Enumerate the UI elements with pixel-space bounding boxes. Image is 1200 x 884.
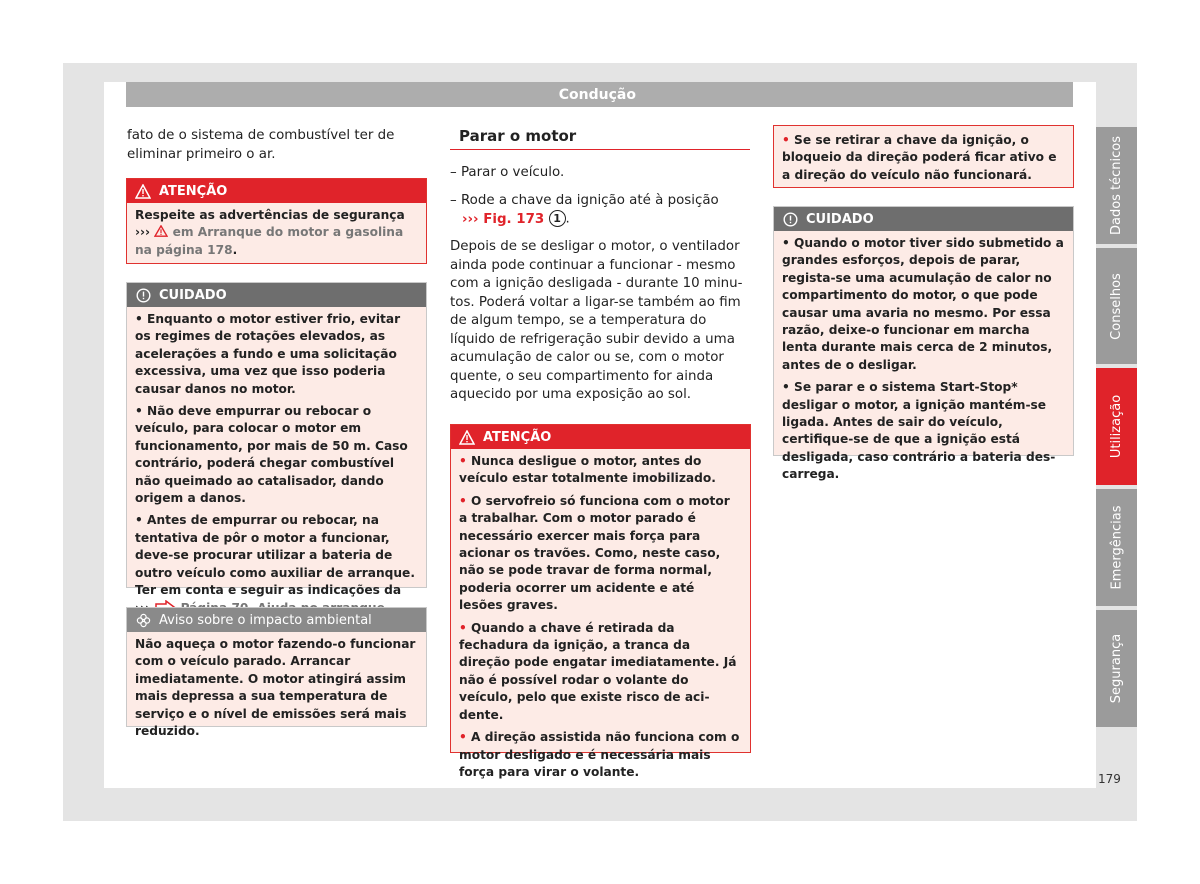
bullet: •: [135, 312, 148, 326]
atencao-continued-box: [773, 125, 1074, 188]
chapter-header: [126, 82, 1073, 107]
section-title: Parar o motor: [450, 124, 750, 150]
flower-icon: [135, 612, 151, 628]
ambiental-header: [127, 608, 426, 632]
step-2: [450, 192, 750, 230]
bullet: •: [459, 454, 472, 468]
chapter-title: Condução: [558, 86, 636, 103]
cuidado-item-text: Quando o motor tiver sido submetido a grandes esforços, depois de parar, regista-se uma acumulação de calor no compartimento do motor, o que pode causar uma avaria no mesmo. Por essa razão, deixe-o funcionar em marcha lenta durante mais cerca de 2 minutos, antes de o desligar.: [782, 236, 1064, 372]
position-number-icon: 1: [549, 210, 566, 227]
atencao-cross-ref[interactable]: em Arranque do motor a gasolina na página 178: [135, 225, 404, 257]
cuidado-box-1: [126, 282, 427, 598]
cuidado-item-text: Enquanto o motor estiver frio, evitar os regimes de rotações elevados, as acelerações a fundo e uma solicitação excessiva, uma vez que isso poderia causar danos no motor.: [135, 312, 401, 396]
cuidado-box-2: [773, 206, 1074, 482]
bullet: •: [135, 513, 148, 528]
bullet: •: [135, 404, 148, 419]
bullet: •: [459, 620, 472, 635]
atencao-title: ATENÇÃO: [159, 183, 228, 199]
bullet: •: [782, 236, 795, 250]
atencao-box-2: [450, 424, 751, 779]
cuidado-item: [135, 512, 418, 616]
atencao-continued-body: [774, 126, 1073, 190]
bullet: •: [459, 730, 472, 745]
atencao-body: [451, 449, 750, 787]
ambiental-text: Não aqueça o motor fazendo-o funcionar com o veículo parado. Arrancar imediatamente. O motor atingirá assim mais depressa a sua temperatura de serviço e o nível de emissões será mais reduzido.: [135, 637, 416, 739]
atencao-item-text: A direção assistida não funciona com o motor desligado e é necessária mais força para virar o volante.: [459, 730, 740, 779]
bullet: •: [459, 493, 472, 508]
side-tab-emergencias[interactable]: [1096, 489, 1137, 606]
bullet: •: [782, 380, 795, 395]
cuidado-item-text: Se parar e o sistema Start-Stop* desligar o motor, a ignição mantém-se ligada. Antes de sair do veículo, certifique-se de que a ignição está desligada, caso contrário a bateria descarrega.: [782, 380, 1056, 482]
side-tab-label: Dados técnicos: [1109, 135, 1124, 236]
cuidado-title: CUIDADO: [159, 287, 227, 303]
cuidado-item-text: Antes de empurrar ou rebocar, na tentativa de pôr o motor a funcionar, deve-se procurar utilizar a bateria de outro veículo como auxiliar de arranque. Ter em conta e seguir as indicações da: [135, 513, 415, 598]
ambiental-box: [126, 607, 427, 739]
cuidado-item: [782, 379, 1065, 483]
ambiental-title: Aviso sobre o impacto ambiental: [159, 612, 372, 628]
ambiental-body: [127, 632, 426, 746]
cuidado-item: [782, 235, 1065, 374]
bullet: •: [782, 133, 795, 147]
atencao-item-text: Se se retirar a chave da ignição, o bloqueio da direção poderá ficar ativo e a direção do veículo não funcionará.: [782, 133, 1057, 182]
side-tab-label: Emergências: [1109, 505, 1125, 590]
atencao-item: [459, 620, 742, 724]
cuidado-header: [127, 283, 426, 307]
atencao-title: ATENÇÃO: [483, 429, 552, 445]
cuidado-body: [127, 307, 426, 623]
side-tab-label: Segurança: [1109, 633, 1124, 704]
info-circle-icon: [135, 287, 151, 303]
atencao-item: [459, 493, 742, 615]
atencao-box-1: [126, 178, 427, 264]
atencao-item-text: O servofreio só funciona com o motor a trabalhar. Com o motor parado é necessário exercer mais força para acionar os travões. Como, neste caso, não se pode travar de forma normal, poderia ocorrer um acidente e até lesões graves.: [459, 493, 730, 613]
atencao-item-text: Quando a chave é retirada da fechadura da ignição, a tranca da direção pode engatar imediatamente. Já não é possível rodar o volante do veículo, pelo que existe risco de acidente.: [459, 620, 737, 722]
atencao-item: [459, 453, 742, 488]
atencao-text-end: .: [232, 242, 238, 257]
step-1: – Parar o veículo.: [450, 165, 565, 180]
side-tab-utilizacao[interactable]: [1096, 368, 1137, 485]
atencao-header: [451, 425, 750, 449]
cuidado-item: [135, 403, 418, 507]
warning-ref-icon: [154, 225, 168, 239]
warning-triangle-icon: [459, 429, 475, 445]
figure-ref-link[interactable]: ››› Fig. 173: [462, 211, 545, 227]
body-paragraph: Depois de se desligar o motor, o ventilador ainda pode continuar a funcionar - mesmo com a ignição desligada - durante 10 minutos. Poderá voltar a ligar-se também ao fim de algum tempo, se a temperatura do líquido de refrigeração subir devido a uma acumulação de calor ou se, com o motor quente, o seu compartimento for ainda aquecido por uma exposição ao sol.: [450, 239, 743, 402]
atencao-item: [459, 729, 742, 781]
side-tab-conselhos[interactable]: [1096, 248, 1137, 364]
side-tab-label: Utilização: [1109, 394, 1124, 459]
atencao-item: [782, 132, 1065, 184]
atencao-item-text: Nunca desligue o motor, antes do veículo estar totalmente imobilizado.: [459, 454, 716, 486]
atencao-body: [127, 203, 426, 265]
cuidado-item-text: Não deve empurrar ou rebocar o veículo, para colocar o motor em funcionamento, por mais de 50 m. Caso contrário, poderá chegar combustível não queimado ao catalisador, dando origem a danos.: [135, 404, 408, 506]
warning-triangle-icon: [135, 183, 151, 199]
cuidado-body: [774, 231, 1073, 490]
side-tab-seguranca[interactable]: [1096, 610, 1137, 727]
intro-text: fato de o sistema de combustível ter de eliminar primeiro o ar.: [127, 128, 395, 162]
column-2: [450, 164, 750, 405]
page-number: 179: [1098, 772, 1121, 786]
step-2-end: .: [565, 211, 570, 227]
column-1: [127, 127, 427, 164]
atencao-header: [127, 179, 426, 203]
step-2-text: – Rode a chave da ignição até à posição: [450, 192, 719, 208]
cuidado-header: [774, 207, 1073, 231]
cuidado-title: CUIDADO: [806, 211, 874, 227]
side-tab-label: Conselhos: [1109, 272, 1124, 340]
info-circle-icon: [782, 211, 798, 227]
atencao-text: Respeite as advertências de segurança ›››: [135, 208, 405, 240]
side-tab-dados-tecnicos[interactable]: [1096, 127, 1137, 244]
cuidado-item: [135, 311, 418, 398]
